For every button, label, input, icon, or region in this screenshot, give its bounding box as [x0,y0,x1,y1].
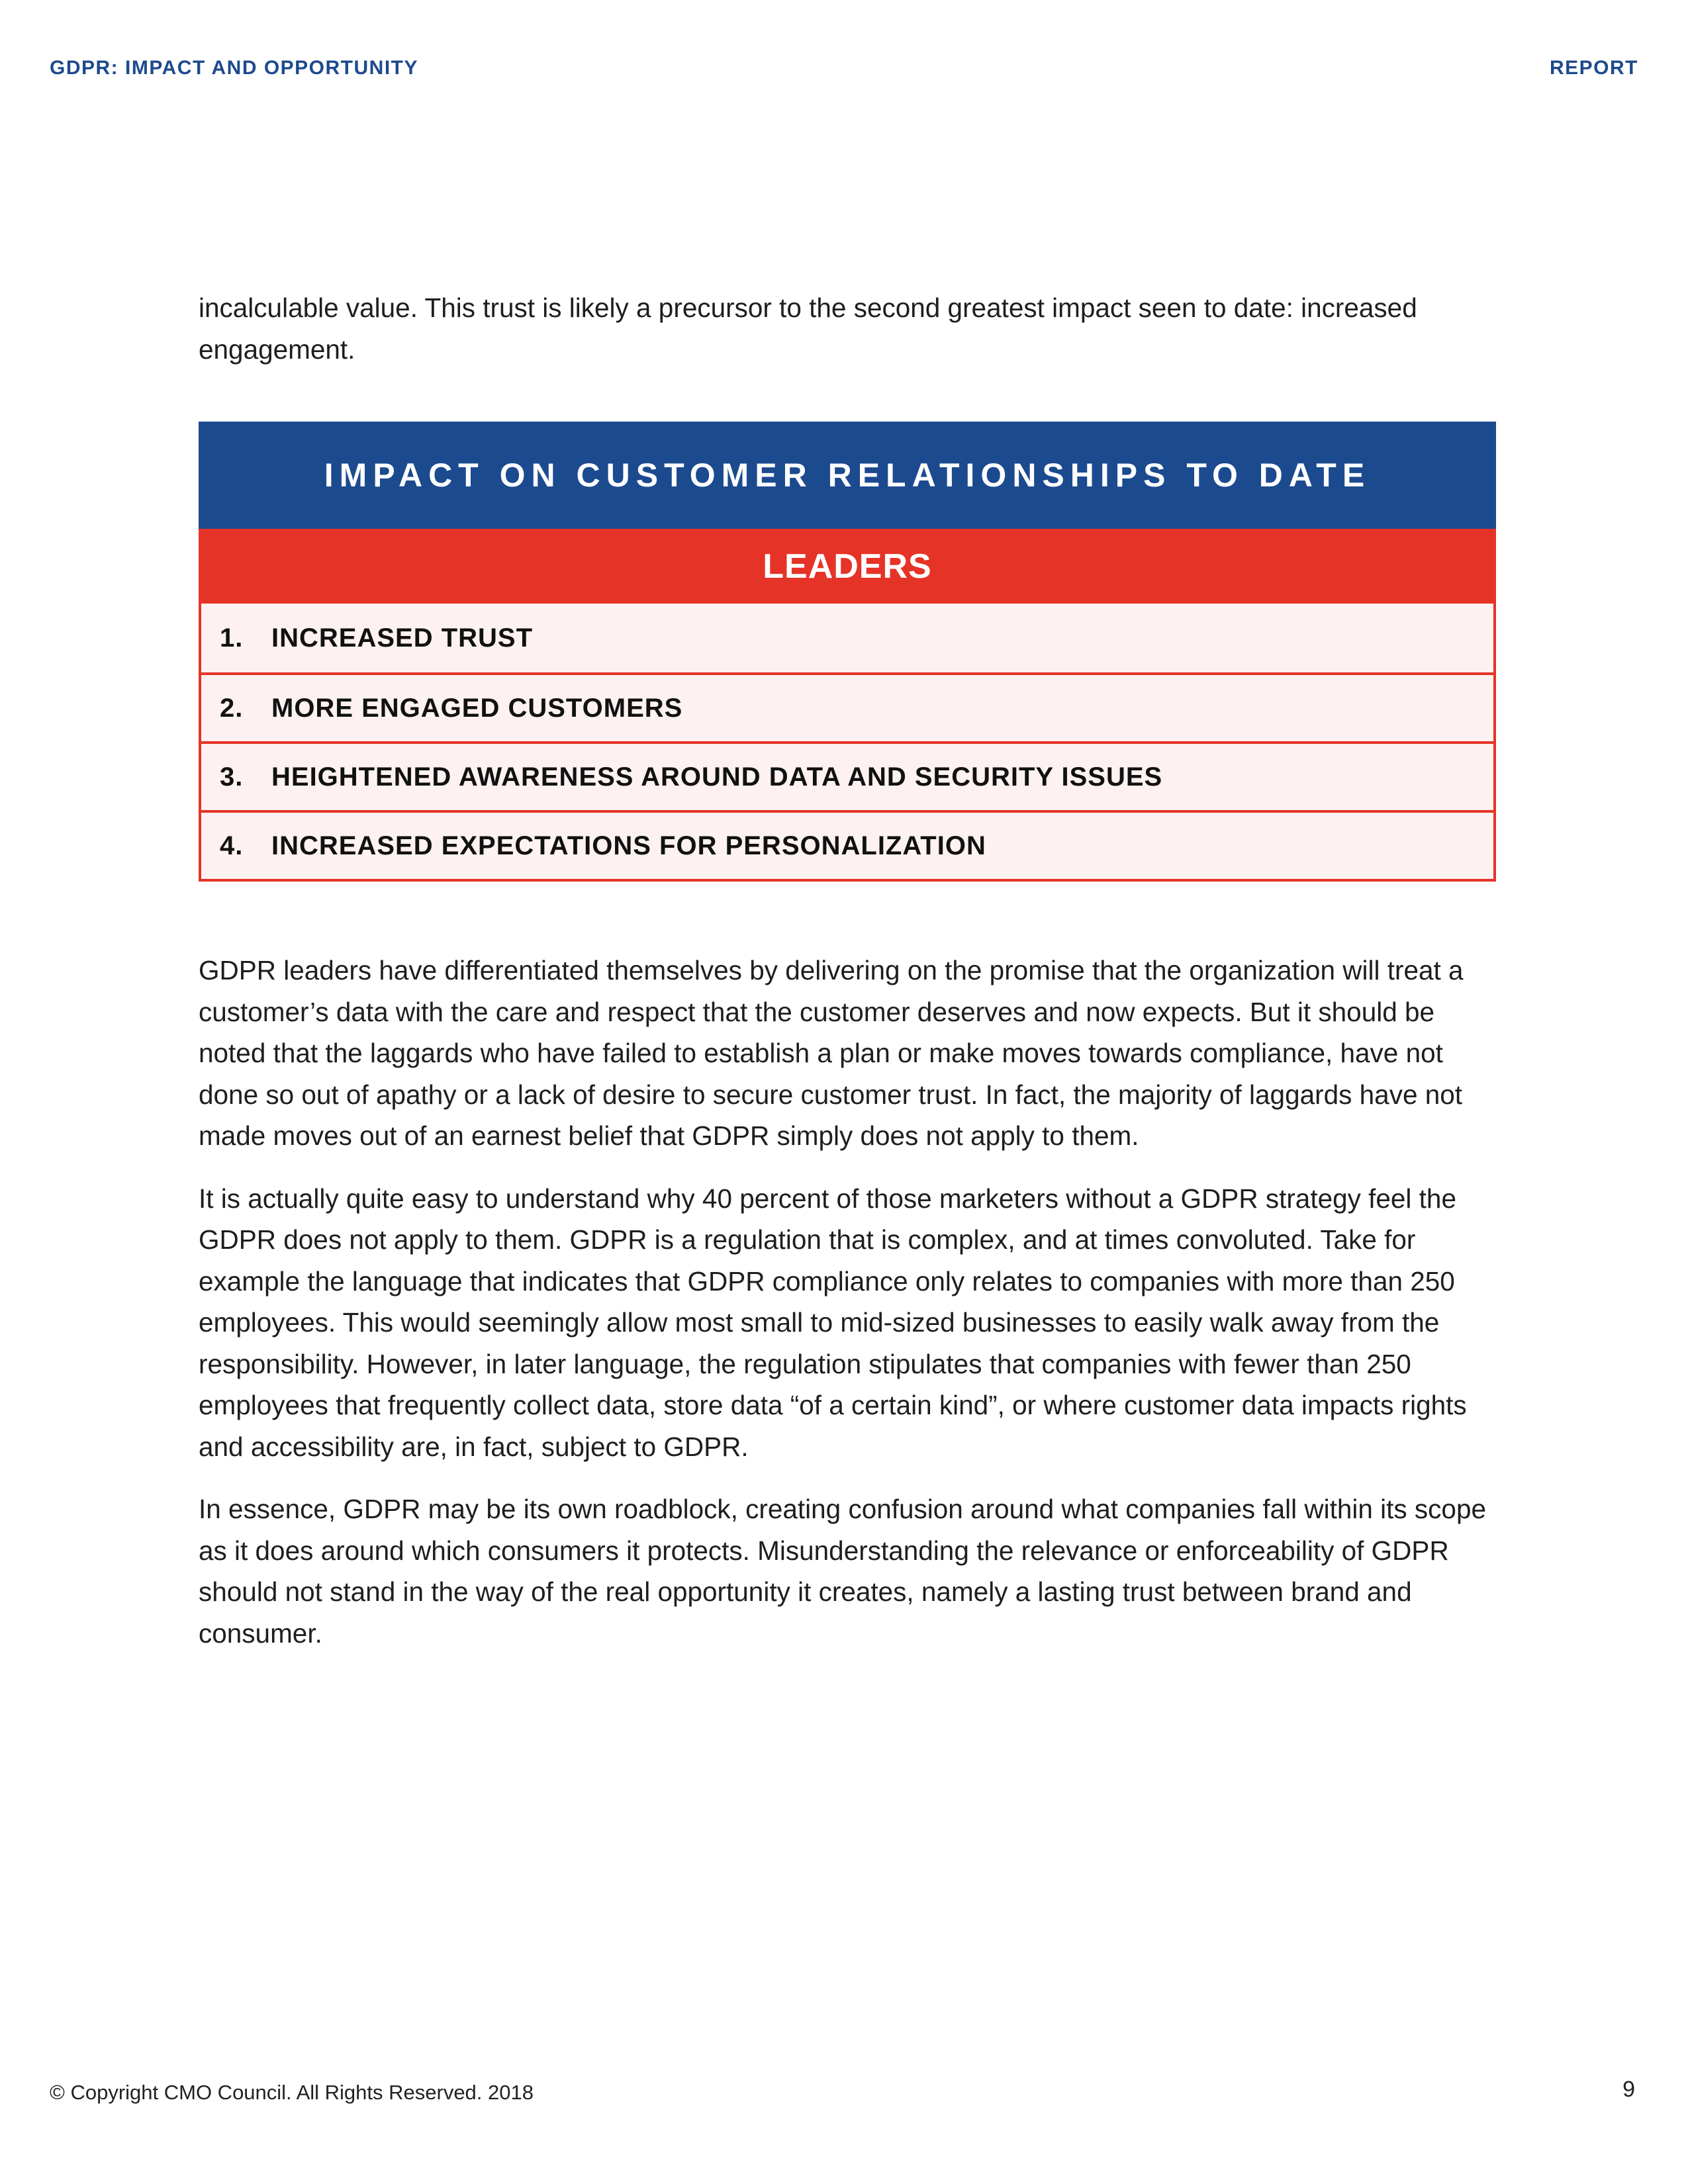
body-paragraph: It is actually quite easy to understand why 40 percent of those marketers without a GDPR strategy feel the GDPR does not apply to them. GDPR is a regulation that is complex, and at times convoluted. Take for example the language that indicates that GDPR compliance only relates to companies with more than 250 employees. This would seemingly allow most small to mid-sized businesses to easily walk away from the responsibility. However, in later language, the regulation stipulates that companies with fewer than 250 employees that frequently collect data, store data “of a certain kind”, or where customer data impacts rights and accessibility are, in fact, subject to GDPR. [199,1183,1467,1462]
impact-list-item [201,741,1493,810]
callout-subtitle: LEADERS [199,529,1496,604]
impact-list-item [201,604,1493,672]
impact-list-item [201,810,1493,879]
body-paragraph: GDPR leaders have differentiated themselves by delivering on the promise that the organization will treat a customer’s data with the care and respect that the customer deserves and now expects. But it should be noted that the laggards who have failed to establish a plan or make moves towards compliance, have not done so out of apathy or a lack of desire to secure customer trust. In fact, the majority of laggards have not made moves out of an earnest belief that GDPR simply does not apply to them. [199,955,1464,1151]
intro-text-block [199,287,1496,370]
item-text: MORE ENGAGED CUSTOMERS [271,693,683,723]
item-text: INCREASED TRUST [271,623,534,653]
running-header-title: GDPR: IMPACT AND OPPORTUNITY [50,57,418,79]
callout-title: IMPACT ON CUSTOMER RELATIONSHIPS TO DATE [199,422,1496,529]
footer-copyright: © Copyright CMO Council. All Rights Reserved. 2018 [50,2081,534,2104]
item-number: 3. [220,762,244,792]
item-number: 1. [220,623,244,653]
item-number: 2. [220,693,244,723]
body-text-block [199,950,1496,1654]
item-text: INCREASED EXPECTATIONS FOR PERSONALIZATION [271,831,986,860]
item-text: HEIGHTENED AWARENESS AROUND DATA AND SECURITY ISSUES [271,762,1163,792]
running-header-section: REPORT [1549,57,1638,79]
intro-paragraph: incalculable value. This trust is likely a precursor to the second greatest impact seen to date: increased engagement. [199,293,1417,365]
impact-callout-box [199,422,1496,882]
body-paragraph: In essence, GDPR may be its own roadblock, creating confusion around what companies fall within its scope as it does around which consumers it protects. Misunderstanding the relevance or enforceability of GDPR should not stand in the way of the real opportunity it creates, namely a lasting trust between brand and consumer. [199,1494,1486,1649]
impact-list [199,604,1496,882]
impact-list-item [201,672,1493,741]
item-number: 4. [220,831,244,860]
page-number: 9 [1622,2077,1635,2102]
